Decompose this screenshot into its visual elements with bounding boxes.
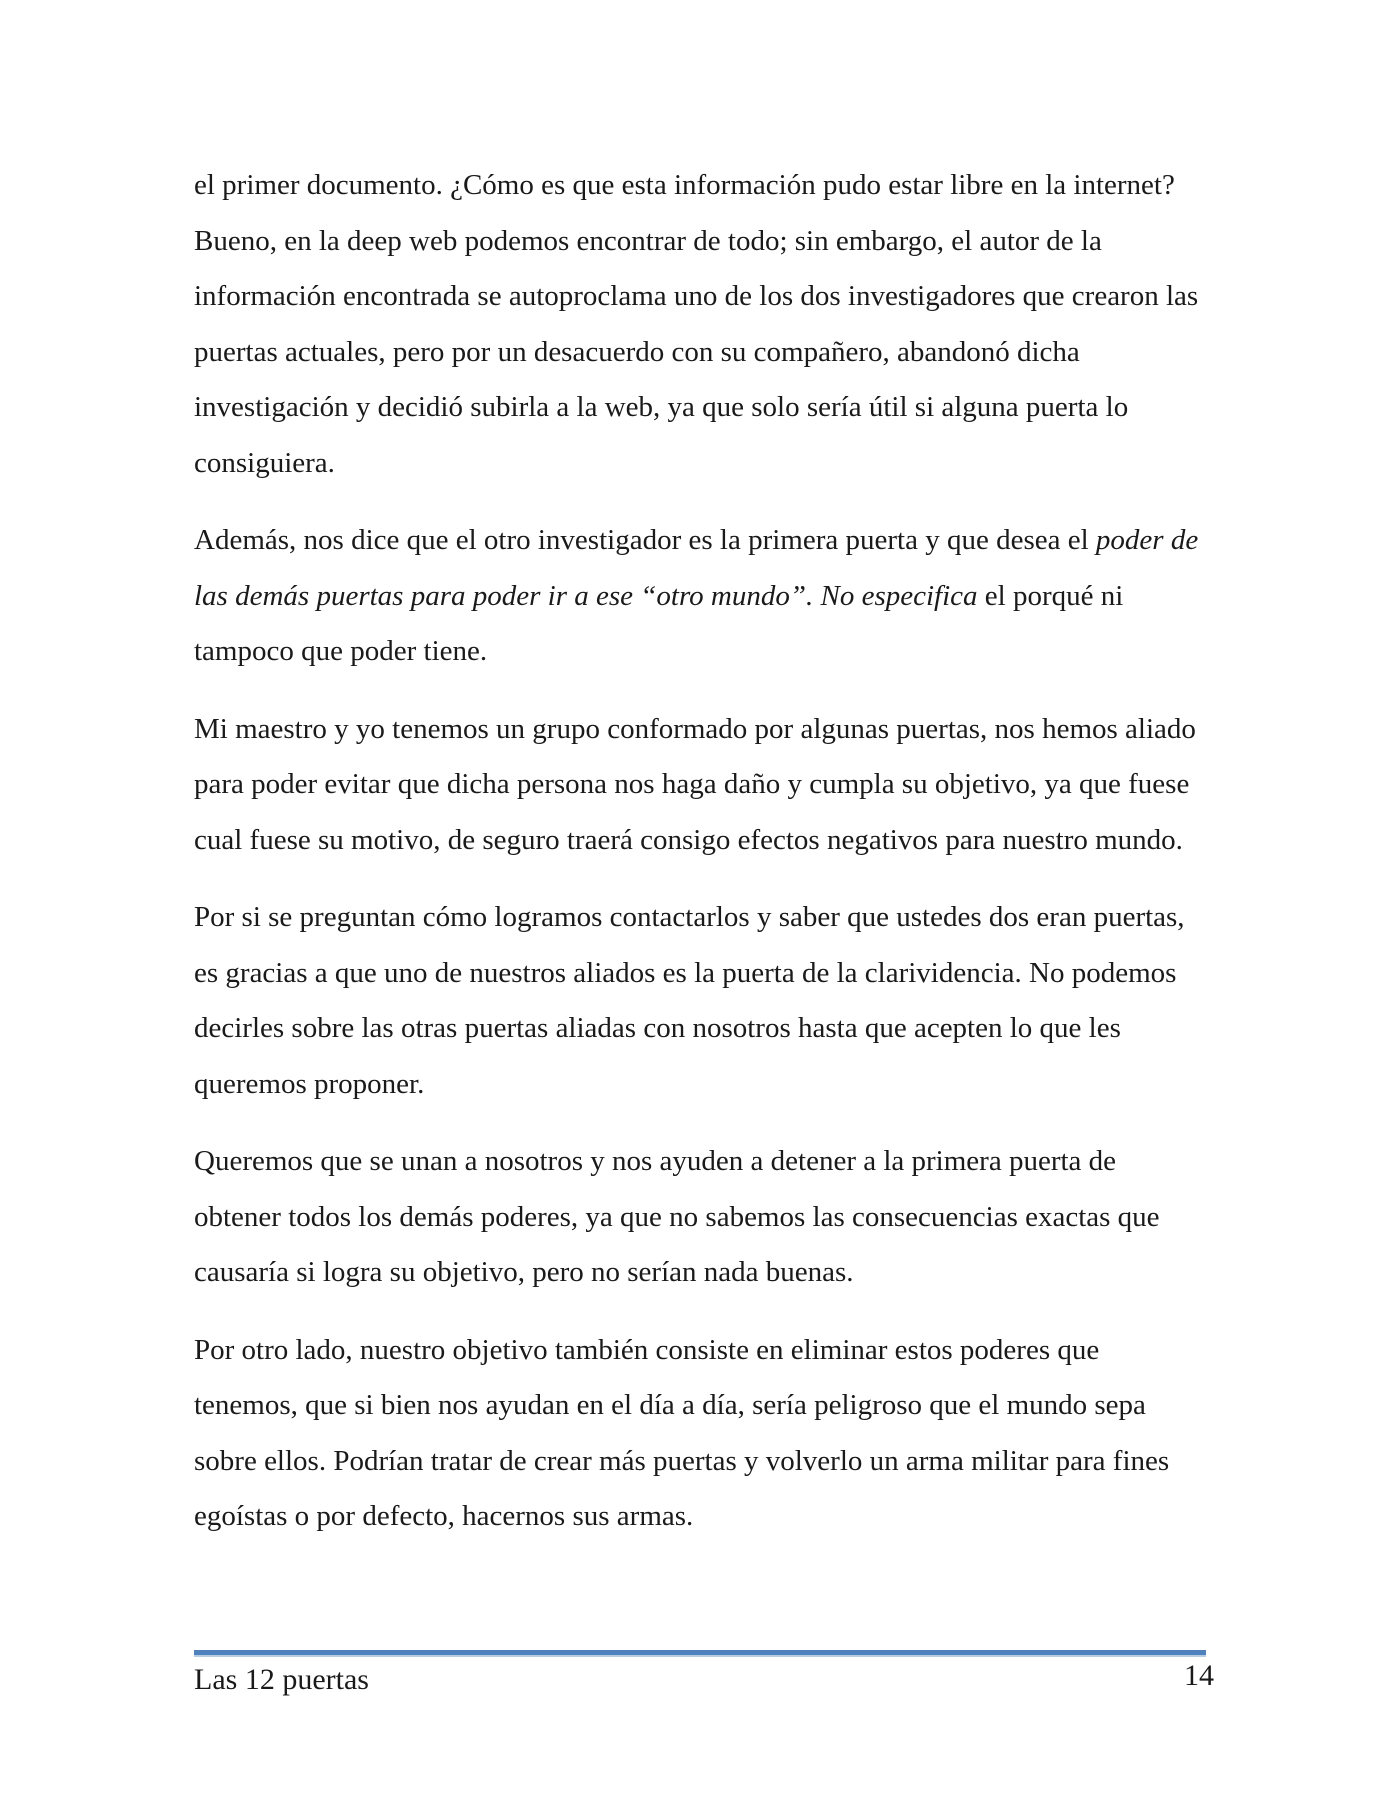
paragraph-3: Mi maestro y yo tenemos un grupo conformado por algunas puertas, nos hemos aliado para poder evitar que dicha persona nos haga daño y cumpla su objetivo, ya que fuese cual fuese su motivo, de seguro traerá consigo efectos negativos para nuestro mundo. (194, 712, 1196, 856)
paragraph-2-text-before: Además, nos dice que el otro investigador es la primera puerta y que desea el (194, 524, 1096, 556)
paragraph-2 (194, 513, 1204, 680)
body-text (194, 158, 1204, 1567)
paragraph-5: Queremos que se unan a nosotros y nos ayuden a detener a la primera puerta de obtener todos los demás poderes, ya que no sabemos las consecuencias exactas que causaría si logra su objetivo, pero no serían nada buenas. (194, 1145, 1160, 1288)
paragraph-6: Por otro lado, nuestro objetivo también consiste en eliminar estos poderes que tenemos, que si bien nos ayudan en el día a día, sería peligroso que el mundo sepa sobre ellos. Podrían tratar de crear más puertas y volverlo un arma militar para fines egoístas o por defecto, hacernos sus armas. (194, 1333, 1170, 1532)
paragraph-4: Por si se preguntan cómo logramos contactarlos y saber que ustedes dos eran puertas, es gracias a que uno de nuestros aliados es la puerta de la clarividencia. No podemos decirles sobre las otras puertas aliadas con nosotros hasta que acepten lo que les queremos proponer. (194, 901, 1185, 1100)
footer-title: Las 12 puertas (194, 1663, 369, 1696)
page-number: 14 (1184, 1659, 1214, 1692)
footer-rule-shadow (194, 1655, 1206, 1657)
paragraph-1: el primer documento. ¿Cómo es que esta información pudo estar libre en la internet? Bueno, en la deep web podemos encontrar de todo; sin embargo, el autor de la información encontrada se autoproclama uno de los dos investigadores que crearon las puertas actuales, pero por un desacuerdo con su compañero, abandonó dicha investigación y decidió subirla a la web, ya que solo sería útil si alguna puerta lo consiguiera. (194, 169, 1199, 479)
paragraph-2-italic-text: poder de las demás puertas para poder ir a ese “otro mundo”. No especifica (194, 524, 1199, 612)
paragraph-2-text-after: el porqué ni tampoco que poder tiene. (194, 579, 1124, 667)
